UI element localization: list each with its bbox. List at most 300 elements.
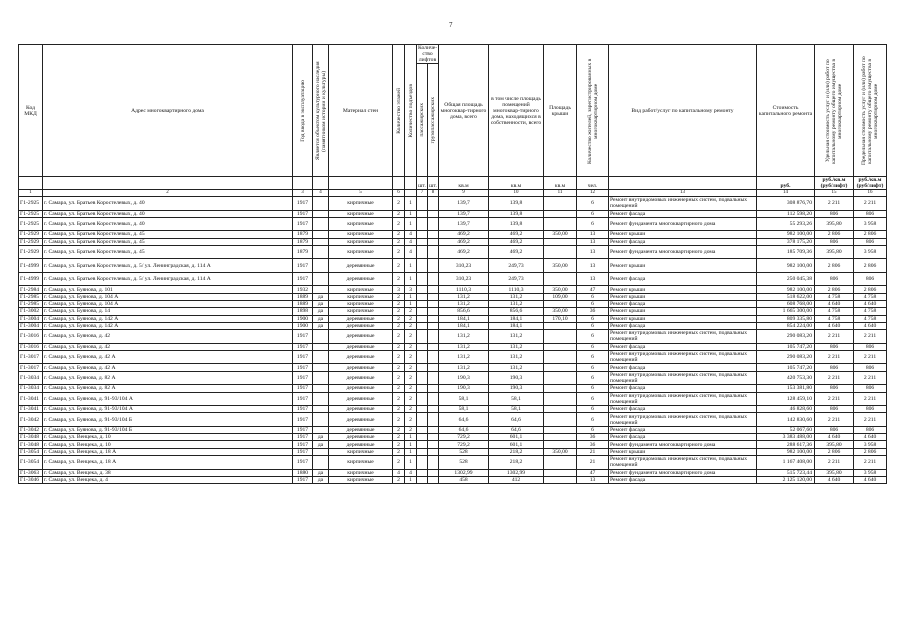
row-floors: 2 [393, 448, 405, 455]
row-address: г. Самара, ул. Венцека, д. 38 [43, 469, 293, 476]
row-cultural [313, 413, 329, 427]
row-cost: 308 876,70 [757, 197, 815, 211]
row-code: Г1-3041 [19, 406, 43, 413]
row-cost: 982 100,00 [757, 231, 815, 238]
header-owned-area: в том числе площадь помещений многоквар-тирного дома, находящихся в собственности, всего [489, 45, 544, 177]
row-cultural: да [313, 434, 329, 441]
row-code: Г1-3054 [19, 448, 43, 455]
row-floors: 2 [393, 413, 405, 427]
row-work-type: Ремонт крыши [609, 259, 757, 273]
row-floors: 2 [393, 217, 405, 231]
row-walls: кирпичные [329, 300, 393, 307]
row-cost: 55 293,26 [757, 217, 815, 231]
row-walls: кирпичные [329, 238, 393, 245]
row-unit-cost: 806 [815, 272, 854, 286]
table-row [19, 456, 887, 470]
row-floors: 2 [393, 300, 405, 307]
header-roof-area: Площадь крыши [544, 45, 577, 177]
row-total-area: 469,2 [439, 231, 489, 238]
row-cultural [313, 406, 329, 413]
row-elev-passenger [417, 392, 428, 406]
row-unit-cost: 2 211 [815, 392, 854, 406]
row-owned-area: 58,1 [489, 406, 544, 413]
row-owned-area: 131,2 [489, 343, 544, 350]
table-row [19, 448, 887, 455]
row-total-area: 139,7 [439, 217, 489, 231]
row-cost: 854 224,00 [757, 322, 815, 329]
row-roof-area [544, 245, 577, 259]
row-work-type: Ремонт фасада [609, 343, 757, 350]
row-roof-area [544, 476, 577, 483]
row-owned-area: 131,2 [489, 350, 544, 364]
row-floors: 2 [393, 385, 405, 392]
row-floors: 2 [393, 392, 405, 406]
row-roof-area [544, 406, 577, 413]
table-row [19, 413, 887, 427]
row-cultural [313, 231, 329, 238]
row-owned-area: 469,2 [489, 245, 544, 259]
table-row [19, 231, 887, 238]
row-walls: деревянные [329, 434, 393, 441]
row-walls: кирпичные [329, 217, 393, 231]
row-max-cost: 2 211 [854, 392, 887, 406]
row-address: г. Самара, ул. Буянова, д. 104 А [43, 300, 293, 307]
row-max-cost: 806 [854, 406, 887, 413]
row-work-type: Ремонт фундамента многоквартирного дома [609, 217, 757, 231]
row-floors: 2 [393, 197, 405, 211]
row-max-cost: 4 758 [854, 315, 887, 322]
row-residents: 6 [577, 413, 609, 427]
row-total-area: 469,2 [439, 238, 489, 245]
table-row [19, 272, 887, 286]
row-code: Г1-3042 [19, 413, 43, 427]
row-entrances: 2 [405, 413, 417, 427]
table-row [19, 308, 887, 315]
column-number: 10 [489, 190, 544, 197]
row-max-cost: 806 [854, 272, 887, 286]
row-elev-cargo [428, 385, 439, 392]
row-max-cost: 806 [854, 343, 887, 350]
row-total-area: 58,1 [439, 406, 489, 413]
row-code: Г1-3048 [19, 434, 43, 441]
row-cultural [313, 385, 329, 392]
row-elev-cargo [428, 293, 439, 300]
row-max-cost: 2 806 [854, 259, 887, 273]
row-unit-cost: 2 211 [815, 456, 854, 470]
row-cost: 3 383 488,00 [757, 434, 815, 441]
row-unit-cost: 4 640 [815, 322, 854, 329]
row-cultural [313, 210, 329, 217]
row-owned-area: 1302,99 [489, 469, 544, 476]
row-address: г. Самара, ул. Буянова, д. 142 А [43, 315, 293, 322]
unit-cell: руб./кв.м (руб/лифт) [815, 177, 854, 190]
row-cultural [313, 259, 329, 273]
row-roof-area [544, 441, 577, 448]
row-year: 1900 [293, 315, 313, 322]
row-total-area: 131,2 [439, 364, 489, 371]
column-number: 3 [293, 190, 313, 197]
row-residents: 36 [577, 441, 609, 448]
header-cost: Стоимость капитального ремонта [757, 45, 815, 177]
row-total-area: 528 [439, 456, 489, 470]
row-address: г. Самара, ул. Буянова, д. 42 А [43, 350, 293, 364]
unit-cell: руб. [757, 177, 815, 190]
row-cost: 142 830,60 [757, 413, 815, 427]
row-elev-passenger [417, 259, 428, 273]
row-cultural [313, 238, 329, 245]
row-residents: 6 [577, 364, 609, 371]
row-max-cost: 3 958 [854, 217, 887, 231]
row-cultural [313, 197, 329, 211]
row-walls: деревянные [329, 315, 393, 322]
row-elev-passenger [417, 322, 428, 329]
row-year: 1900 [293, 322, 313, 329]
row-entrances: 1 [405, 272, 417, 286]
row-floors: 2 [393, 434, 405, 441]
row-code: Г1-3004 [19, 322, 43, 329]
column-number: 6 [393, 190, 405, 197]
header-entrances: Количество подъездов [405, 45, 417, 177]
row-roof-area: 350,00 [544, 286, 577, 293]
row-owned-area: 64,6 [489, 426, 544, 433]
row-total-area: 856,6 [439, 308, 489, 315]
row-residents: 6 [577, 392, 609, 406]
row-elev-passenger [417, 300, 428, 307]
column-number: 8 [428, 190, 439, 197]
row-address: г. Самара, ул. Братьев Коростелевых, д. 5/ ул. Ленинградская, д. 114 А [43, 272, 293, 286]
row-address: г. Самара, ул. Буянова, д. 142 А [43, 322, 293, 329]
row-total-area: 310,23 [439, 272, 489, 286]
row-elev-cargo [428, 426, 439, 433]
row-address: г. Самара, ул. Буянова, д. 101 [43, 286, 293, 293]
row-year: 1879 [293, 245, 313, 259]
column-number: 13 [609, 190, 757, 197]
row-owned-area: 139,8 [489, 197, 544, 211]
row-year: 1917 [293, 350, 313, 364]
row-year: 1917 [293, 413, 313, 427]
row-elev-cargo [428, 469, 439, 476]
row-elev-passenger [417, 293, 428, 300]
row-elev-cargo [428, 308, 439, 315]
table-row [19, 217, 887, 231]
table-row [19, 426, 887, 433]
table-row [19, 343, 887, 350]
row-elev-cargo [428, 456, 439, 470]
row-elev-cargo [428, 406, 439, 413]
row-cultural [313, 426, 329, 433]
row-max-cost: 2 211 [854, 456, 887, 470]
row-owned-area: 131,2 [489, 330, 544, 344]
row-year: 1917 [293, 392, 313, 406]
row-elev-cargo [428, 315, 439, 322]
row-total-area: 131,2 [439, 350, 489, 364]
table-row [19, 210, 887, 217]
row-roof-area: 350,00 [544, 231, 577, 238]
row-elev-cargo [428, 259, 439, 273]
row-elev-passenger [417, 245, 428, 259]
header-floors: Количество этажей [393, 45, 405, 177]
row-entrances: 2 [405, 364, 417, 371]
row-entrances: 1 [405, 197, 417, 211]
row-code: Г1-3041 [19, 392, 43, 406]
row-max-cost: 2 806 [854, 286, 887, 293]
row-floors: 2 [393, 238, 405, 245]
row-address: г. Самара, ул. Буянова, д. 91-93/104 А [43, 392, 293, 406]
row-cultural [313, 217, 329, 231]
row-year: 1917 [293, 343, 313, 350]
row-elev-passenger [417, 385, 428, 392]
row-code: Г1-2929 [19, 231, 43, 238]
header-code: Код МКД [19, 45, 43, 177]
row-entrances: 4 [405, 231, 417, 238]
row-floors: 2 [393, 231, 405, 238]
row-entrances: 3 [405, 286, 417, 293]
table-row [19, 371, 887, 385]
row-total-area: 58,1 [439, 392, 489, 406]
row-walls: деревянные [329, 350, 393, 364]
row-max-cost: 2 211 [854, 197, 887, 211]
row-residents: 13 [577, 476, 609, 483]
row-cultural: да [313, 476, 329, 483]
row-work-type: Ремонт внутридомовых инженерных систем, подвальных помещений [609, 197, 757, 211]
row-cost: 1 665 300,00 [757, 308, 815, 315]
row-entrances: 4 [405, 469, 417, 476]
row-work-type: Ремонт фундамента многоквартирного дома [609, 441, 757, 448]
row-residents: 36 [577, 308, 609, 315]
row-cultural: да [313, 469, 329, 476]
row-owned-area: 856,6 [489, 308, 544, 315]
row-address: г. Самара, ул. Буянова, д. 14 [43, 308, 293, 315]
row-cultural: да [313, 441, 329, 448]
row-cultural: да [313, 322, 329, 329]
row-unit-cost: 2 211 [815, 350, 854, 364]
row-elev-cargo [428, 322, 439, 329]
row-address: г. Самара, ул. Братьев Коростелевых, д. 5/ ул. Ленинградская, д. 114 А [43, 259, 293, 273]
row-elev-passenger [417, 448, 428, 455]
row-max-cost: 4 640 [854, 300, 887, 307]
row-work-type: Ремонт фасада [609, 406, 757, 413]
row-work-type: Ремонт фундамента многоквартирного дома [609, 469, 757, 476]
column-number: 16 [854, 190, 887, 197]
row-work-type: Ремонт внутридомовых инженерных систем, подвальных помещений [609, 392, 757, 406]
unit-cell: шт. [417, 177, 428, 190]
row-code: Г1-3002 [19, 308, 43, 315]
row-work-type: Ремонт крыши [609, 315, 757, 322]
row-roof-area [544, 197, 577, 211]
row-owned-area: 139,8 [489, 210, 544, 217]
row-roof-area [544, 272, 577, 286]
row-elev-passenger [417, 330, 428, 344]
row-floors: 2 [393, 315, 405, 322]
row-walls: кирпичные [329, 476, 393, 483]
column-number: 15 [815, 190, 854, 197]
row-year: 1917 [293, 197, 313, 211]
row-code: Г1-3046 [19, 476, 43, 483]
row-walls: кирпичные [329, 286, 393, 293]
table-row [19, 441, 887, 448]
row-address: г. Самара, ул. Братьев Коростелевых, д. 45 [43, 231, 293, 238]
row-owned-area: 58,1 [489, 392, 544, 406]
row-unit-cost: 2 806 [815, 231, 854, 238]
row-address: г. Самара, ул. Буянова, д. 91-93/104 А [43, 406, 293, 413]
row-year: 1889 [293, 300, 313, 307]
row-cost: 105 747,20 [757, 343, 815, 350]
row-elev-cargo [428, 238, 439, 245]
row-year: 1917 [293, 371, 313, 385]
row-unit-cost: 395,80 [815, 469, 854, 476]
row-address: г. Самара, ул. Венцека, д. 10 [43, 441, 293, 448]
row-cost: 1 167 408,00 [757, 456, 815, 470]
row-cost: 250 045,38 [757, 272, 815, 286]
row-owned-area: 184,1 [489, 322, 544, 329]
row-cultural [313, 350, 329, 364]
row-total-area: 469,2 [439, 245, 489, 259]
row-unit-cost: 395,80 [815, 217, 854, 231]
table-row [19, 406, 887, 413]
row-elev-passenger [417, 434, 428, 441]
row-owned-area: 139,8 [489, 217, 544, 231]
row-cost: 288 617,36 [757, 441, 815, 448]
row-elev-passenger [417, 315, 428, 322]
row-entrances: 2 [405, 371, 417, 385]
row-owned-area: 131,2 [489, 364, 544, 371]
row-code: Г1-2929 [19, 245, 43, 259]
row-max-cost: 806 [854, 210, 887, 217]
row-entrances: 2 [405, 343, 417, 350]
row-work-type: Ремонт фасада [609, 434, 757, 441]
row-elev-passenger [417, 476, 428, 483]
header-elevators-passenger: пассажирских [417, 64, 428, 177]
header-walls: Материал стен [329, 45, 393, 177]
row-unit-cost: 4 758 [815, 315, 854, 322]
row-roof-area [544, 350, 577, 364]
row-floors: 2 [393, 245, 405, 259]
row-elev-passenger [417, 469, 428, 476]
row-walls: деревянные [329, 371, 393, 385]
capital-repair-table [18, 44, 887, 484]
row-unit-cost: 806 [815, 343, 854, 350]
row-work-type: Ремонт внутридомовых инженерных систем, подвальных помещений [609, 413, 757, 427]
row-floors: 4 [393, 469, 405, 476]
row-year: 1879 [293, 238, 313, 245]
row-address: г. Самара, ул. Братьев Коростелевых, д. 40 [43, 197, 293, 211]
page-number: 7 [449, 21, 453, 29]
row-roof-area: 350,00 [544, 308, 577, 315]
row-total-area: 190,3 [439, 371, 489, 385]
row-cost: 128 459,10 [757, 392, 815, 406]
row-work-type: Ремонт фасада [609, 426, 757, 433]
row-cost: 420 753,30 [757, 371, 815, 385]
row-cost: 515 723,44 [757, 469, 815, 476]
row-total-area: 190,3 [439, 385, 489, 392]
row-code: Г1-3048 [19, 441, 43, 448]
row-elev-cargo [428, 210, 439, 217]
row-max-cost: 2 806 [854, 448, 887, 455]
row-year: 1917 [293, 259, 313, 273]
row-work-type: Ремонт внутридомовых инженерных систем, подвальных помещений [609, 350, 757, 364]
row-floors: 2 [393, 350, 405, 364]
row-roof-area [544, 469, 577, 476]
row-floors: 3 [393, 286, 405, 293]
row-cultural [313, 272, 329, 286]
table-row [19, 293, 887, 300]
row-address: г. Самара, ул. Венцека, д. 18 А [43, 456, 293, 470]
row-cost: 2 125 120,00 [757, 476, 815, 483]
row-code: Г1-3042 [19, 426, 43, 433]
row-elev-cargo [428, 371, 439, 385]
row-cost: 982 100,00 [757, 448, 815, 455]
table-row [19, 245, 887, 259]
row-total-area: 1110,3 [439, 286, 489, 293]
row-owned-area: 469,2 [489, 238, 544, 245]
table-row [19, 259, 887, 273]
header-work-type: Вид работ/услуг по капитальному ремонту [609, 45, 757, 177]
row-work-type: Ремонт фасада [609, 272, 757, 286]
row-walls: кирпичные [329, 469, 393, 476]
row-unit-cost: 395,80 [815, 245, 854, 259]
row-residents: 6 [577, 197, 609, 211]
row-entrances: 2 [405, 426, 417, 433]
row-total-area: 1302,99 [439, 469, 489, 476]
row-floors: 2 [393, 259, 405, 273]
row-floors: 2 [393, 426, 405, 433]
row-year: 1917 [293, 217, 313, 231]
row-cost: 982 100,00 [757, 286, 815, 293]
row-roof-area [544, 343, 577, 350]
row-total-area: 184,1 [439, 322, 489, 329]
row-unit-cost: 4 640 [815, 300, 854, 307]
row-unit-cost: 806 [815, 426, 854, 433]
row-owned-area: 1110,3 [489, 286, 544, 293]
row-elev-cargo [428, 343, 439, 350]
row-unit-cost: 2 806 [815, 448, 854, 455]
row-walls: кирпичные [329, 448, 393, 455]
column-number: 9 [439, 190, 489, 197]
row-walls: кирпичные [329, 197, 393, 211]
row-roof-area [544, 385, 577, 392]
row-cost: 105 747,20 [757, 364, 815, 371]
row-work-type: Ремонт фасада [609, 476, 757, 483]
row-max-cost: 4 640 [854, 476, 887, 483]
row-walls: деревянные [329, 441, 393, 448]
row-elev-passenger [417, 426, 428, 433]
row-code: Г1-2925 [19, 210, 43, 217]
row-unit-cost: 2 806 [815, 286, 854, 293]
row-elev-passenger [417, 413, 428, 427]
row-work-type: Ремонт фасада [609, 238, 757, 245]
row-elev-cargo [428, 364, 439, 371]
row-total-area: 729,2 [439, 441, 489, 448]
row-code: Г1-2985 [19, 293, 43, 300]
row-elev-cargo [428, 272, 439, 286]
unit-cell: кв.м [489, 177, 544, 190]
row-floors: 2 [393, 308, 405, 315]
row-max-cost: 806 [854, 426, 887, 433]
row-total-area: 458 [439, 476, 489, 483]
row-max-cost: 806 [854, 385, 887, 392]
table-row [19, 350, 887, 364]
row-elev-passenger [417, 456, 428, 470]
row-cultural: да [313, 315, 329, 322]
column-number: 7 [417, 190, 428, 197]
row-roof-area [544, 413, 577, 427]
row-floors: 2 [393, 293, 405, 300]
row-floors: 2 [393, 476, 405, 483]
row-max-cost: 806 [854, 364, 887, 371]
row-owned-area: 412 [489, 476, 544, 483]
row-owned-area: 131,2 [489, 293, 544, 300]
column-number: 12 [577, 190, 609, 197]
